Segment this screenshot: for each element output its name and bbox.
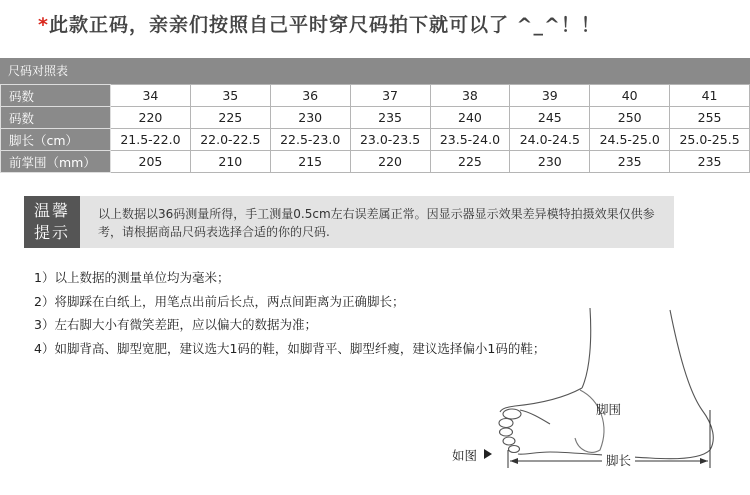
size-table-title: 尺码对照表 xyxy=(0,58,750,84)
table-cell: 250 xyxy=(590,107,670,129)
size-table xyxy=(0,84,750,173)
note-item: 4）如脚背高、脚型宽肥，建议选大1码的鞋，如脚背平、脚型纤瘦，建议选择偏小1码的鞋； xyxy=(34,340,546,356)
table-cell: 220 xyxy=(111,107,191,129)
table-cell: 40 xyxy=(590,85,670,107)
table-cell: 22.0-22.5 xyxy=(190,129,270,151)
table-cell: 22.5-23.0 xyxy=(270,129,350,151)
figure-as-shown-label: 如图 xyxy=(452,448,478,463)
table-cell: 235 xyxy=(590,151,670,173)
headline-star: * xyxy=(38,14,49,36)
foot-outline-illustration xyxy=(440,300,740,490)
table-cell: 225 xyxy=(430,151,510,173)
table-cell: 230 xyxy=(510,151,590,173)
table-cell: 220 xyxy=(350,151,430,173)
row-label: 前掌围（mm） xyxy=(1,151,111,173)
table-cell: 210 xyxy=(190,151,270,173)
table-cell: 37 xyxy=(350,85,430,107)
table-cell: 23.5-24.0 xyxy=(430,129,510,151)
table-cell: 24.5-25.0 xyxy=(590,129,670,151)
table-cell: 230 xyxy=(270,107,350,129)
note-item: 3）左右脚大小有微笑差距，应以偏大的数据为准； xyxy=(34,317,317,332)
table-cell: 225 xyxy=(190,107,270,129)
table-cell: 23.0-23.5 xyxy=(350,129,430,151)
table-cell: 205 xyxy=(111,151,191,173)
table-cell: 39 xyxy=(510,85,590,107)
table-cell: 215 xyxy=(270,151,350,173)
note-item: 2）将脚踩在白纸上，用笔点出前后长点，两点间距离为正确脚长； xyxy=(34,293,405,309)
figure-length-label: 脚长 xyxy=(602,451,635,469)
tip-label xyxy=(24,196,80,248)
table-cell: 34 xyxy=(111,85,191,107)
table-cell: 38 xyxy=(430,85,510,107)
table-row xyxy=(1,107,750,129)
tip-box xyxy=(24,196,674,248)
figure-girth-label: 脚围 xyxy=(596,402,622,417)
table-cell: 35 xyxy=(190,85,270,107)
arrow-left-icon xyxy=(510,458,518,464)
tip-text: 以上数据以36码测量所得，手工测量0.5cm左右误差属正常。因显示器显示效果差异模特拍摄效果仅供参考，请根据商品尺码表选择合适的你的尺码. xyxy=(98,207,655,239)
table-row xyxy=(1,85,750,107)
headline-text: 此款正码，亲亲们按照自己平时穿尺码拍下就可以了 ^_^！！ xyxy=(48,14,601,36)
table-cell: 235 xyxy=(670,151,750,173)
headline xyxy=(38,10,601,37)
table-cell: 245 xyxy=(510,107,590,129)
table-cell: 36 xyxy=(270,85,350,107)
table-cell: 41 xyxy=(670,85,750,107)
play-triangle-icon xyxy=(484,449,492,459)
tip-label-line2: 提示 xyxy=(33,223,70,242)
table-cell: 240 xyxy=(430,107,510,129)
table-cell: 235 xyxy=(350,107,430,129)
tip-label-line1: 温馨 xyxy=(33,201,70,220)
arrow-right-icon xyxy=(700,458,708,464)
table-row xyxy=(1,129,750,151)
row-label: 码数 xyxy=(1,107,111,129)
row-label: 脚长（cm） xyxy=(1,129,111,151)
table-cell: 25.0-25.5 xyxy=(670,129,750,151)
note-item: 1）以上数据的测量单位均为毫米； xyxy=(34,270,230,285)
table-cell: 24.0-24.5 xyxy=(510,129,590,151)
table-row xyxy=(1,151,750,173)
table-cell: 255 xyxy=(670,107,750,129)
table-cell: 21.5-22.0 xyxy=(111,129,191,151)
row-label: 码数 xyxy=(1,85,111,107)
foot-measure-figure xyxy=(440,300,740,490)
